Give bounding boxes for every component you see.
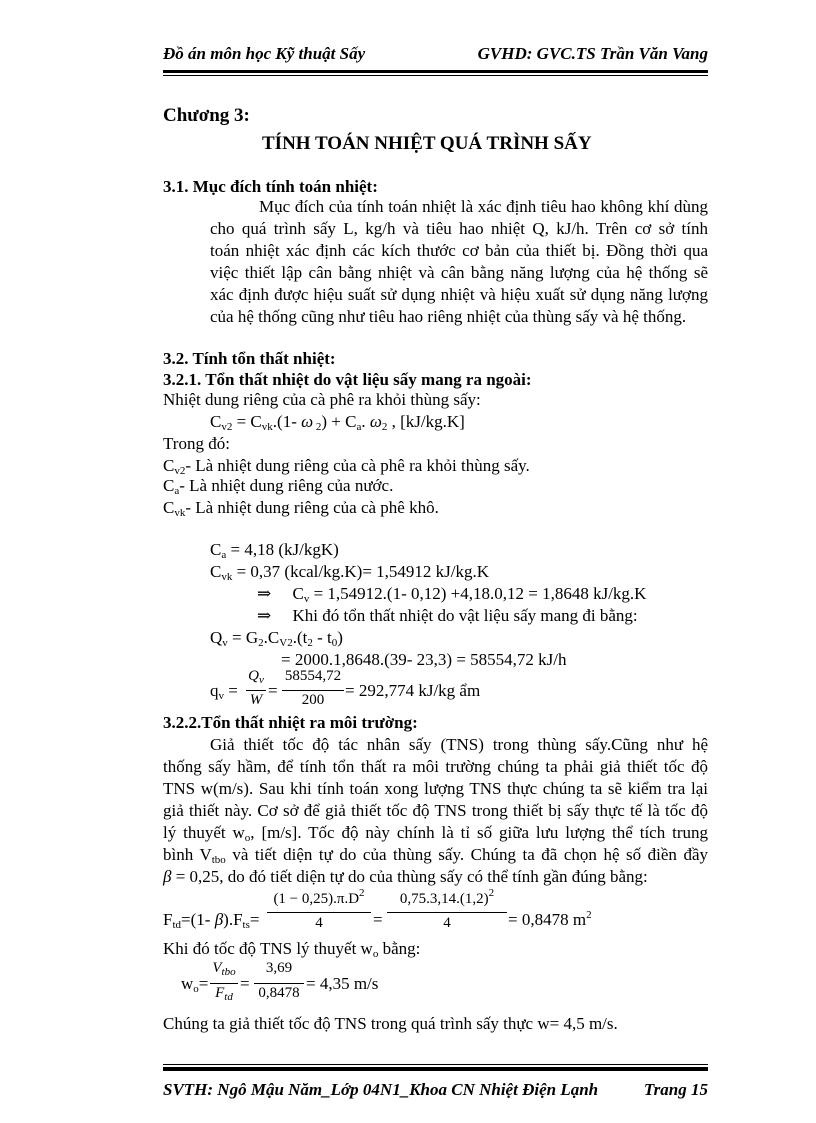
wo-lhs: $w_o=$ (181, 974, 209, 995)
section-3-2-2-heading: 3.2.2.Tổn thất nhiệt ra môi trường: (163, 713, 418, 732)
paragraph-line: Mục đích của tính toán nhiệt là xác định tiêu hao không khí dùng (259, 197, 708, 216)
wo-result: = 4,35 m/s (306, 974, 379, 993)
header-course: Đồ án môn học Kỹ thuật Sấy (163, 44, 366, 63)
ftd-result: = 0,8478 $m^2$ (508, 909, 592, 929)
equals-sign: = (373, 910, 383, 929)
trong-do-label: Trong đó: (163, 434, 230, 453)
fraction-numerator: 58554,72 (284, 668, 342, 684)
chapter-title: TÍNH TOÁN NHIỆT QUÁ TRÌNH SẤY (262, 133, 592, 154)
implies-arrow: ⇒ (257, 584, 272, 603)
qv-result: = 292,774 kJ/kg ẩm (345, 681, 481, 700)
qv-lhs: $q_v$ = (210, 681, 238, 702)
paragraph-line: của hệ thống cũng như tiêu hao riêng nhiệt của thùng sấy và hệ thống. (210, 307, 687, 326)
paragraph-line: việc thiết lập cân bằng nhiệt và cân bằng năng lượng của hệ thống sẽ (210, 263, 708, 282)
fraction-bar (246, 690, 266, 691)
paragraph-line: xác định được hiệu suất sử dụng nhiệt và hiệu xuất sử dụng năng lượng (210, 285, 708, 304)
header-rule (163, 70, 708, 73)
fraction-denominator: 4 (315, 915, 323, 931)
fraction-denominator: 0,8478 (258, 985, 300, 1001)
paragraph-line: giả thiết này. Cơ sở để giả thiết tốc độ TNS trong thiết bị sấy thực tế là tốc độ (163, 801, 708, 820)
paragraph-line: TNS w(m/s). Sau khi tính toán xong lượng TNS thực chúng ta sẽ kiểm tra lại (163, 779, 708, 798)
equals-sign: = (240, 974, 250, 993)
definition-cvk: $C_{vk}-$ Là nhiệt dung riêng của cà phê khô. (163, 498, 439, 519)
ca-value: $C_a = 4,18$ (kJ/kgK) (210, 540, 339, 561)
paragraph-line: bình $V_{tbo}$ và tiết diện tự do của thùng sấy. Chúng ta đã chọn hệ số điền đầy (163, 845, 708, 866)
fraction-denominator: W (249, 692, 263, 708)
paragraph-line: β = 0,25, do đó tiết diện tự do của thùng sấy có thể tính gần đúng bằng: (163, 867, 648, 886)
khi-do-line: ⇒ Khi đó tổn thất nhiệt do vật liệu sấy mang đi bằng: (257, 606, 638, 625)
fraction-numerator: $Q_v$ (248, 668, 264, 686)
page-number: Trang 15 (643, 1080, 708, 1099)
paragraph-line: cho quá trình sấy L, kg/h và tiêu hao nhiệt Q, kJ/h. Trên cơ sở tính (210, 219, 708, 238)
fraction-numerator: $(1 - 0,25).\pi.D^2$ (273, 887, 365, 907)
fraction-denominator: 200 (301, 692, 325, 708)
formula-qv: $Q_v = G_2.C_{V2}.(t_2 - t_0)$ (210, 628, 343, 649)
cv-value: ⇒ $C_v = 1,54912.(1-$ 0,12) +4,18.0,12 = 1,8648 kJ/kg.K (257, 584, 647, 605)
fraction-denominator: $F_{td}$ (215, 985, 233, 1003)
fraction-bar (210, 983, 238, 984)
fraction-bar (267, 912, 371, 913)
fraction-bar (254, 983, 304, 984)
intro-line: Nhiệt dung riêng của cà phê ra khỏi thùng sấy: (163, 390, 481, 409)
khi-do-w-line: Khi đó tốc độ TNS lý thuyết $w_o$ bằng: (163, 939, 421, 960)
formula-cv2: $C_{v2} = C_{vk}.(1-$ ω $_2) + C_a$. $\omega_2$ , [kJ/kg.K] (210, 412, 465, 433)
footer-rule-thin (163, 1064, 708, 1065)
header-supervisor: GVHD: GVC.TS Trần Văn Vang (477, 44, 708, 63)
page-header (163, 44, 708, 64)
paragraph-line: thống sấy hầm, để tính tổn thất ra môi trường chúng ta phải giả thiết tốc độ (163, 757, 708, 776)
fraction-bar (387, 912, 507, 913)
fraction-numerator: $0,75.3,14.(1,2)^2$ (399, 887, 495, 907)
ftd-lhs: $F_{td}=(1-$ $\beta).F_{ts}=$ (163, 910, 260, 931)
fraction-bar (282, 690, 344, 691)
header-rule-thin (163, 75, 708, 76)
fraction-numerator: $V_{tbo}$ (212, 960, 236, 978)
paragraph-line: lý thuyết $w_o$, [m/s]. Tốc độ này chính là tỉ số giữa lưu lượng thể tích trung (163, 823, 708, 844)
fraction-numerator: 3,69 (265, 960, 293, 976)
footer-student: SVTH: Ngô Mậu Năm_Lớp 04N1_Khoa CN Nhiệt Điện Lạnh (163, 1080, 599, 1099)
footer-rule (163, 1067, 708, 1071)
section-3-1-heading: 3.1. Mục đích tính toán nhiệt: (163, 177, 378, 196)
equals-sign: = (268, 681, 278, 700)
qv-calculation: = 2000.1,8648.(39- 23,3) = 58554,72 kJ/h (281, 650, 567, 669)
cvk-value: $C_{vk} = 0,37$ (kcal/kg.K)= 1,54912 kJ/kg.K (210, 562, 490, 583)
section-3-2-1-heading: 3.2.1. Tổn thất nhiệt do vật liệu sấy mang ra ngoài: (163, 370, 532, 389)
definition-cv2: $C_{v2}-$ Là nhiệt dung riêng của cà phê ra khỏi thùng sấy. (163, 456, 530, 477)
paragraph-line: toán nhiệt xác định các kích thước cơ bản của thiết bị. Đồng thời qua (210, 241, 708, 260)
paragraph-line: Giả thiết tốc độ tác nhân sấy (TNS) trong thùng sấy.Cũng như hệ (210, 735, 708, 754)
fraction-denominator: 4 (443, 915, 451, 931)
definition-ca: $C_a-$ Là nhiệt dung riêng của nước. (163, 476, 394, 497)
chapter-label: Chương 3: (163, 105, 250, 126)
page-footer (163, 1080, 708, 1100)
final-line: Chúng ta giả thiết tốc độ TNS trong quá trình sấy thực w= 4,5 m/s. (163, 1014, 618, 1033)
section-3-2-heading: 3.2. Tính tổn thất nhiệt: (163, 349, 336, 368)
implies-arrow: ⇒ (257, 606, 272, 625)
